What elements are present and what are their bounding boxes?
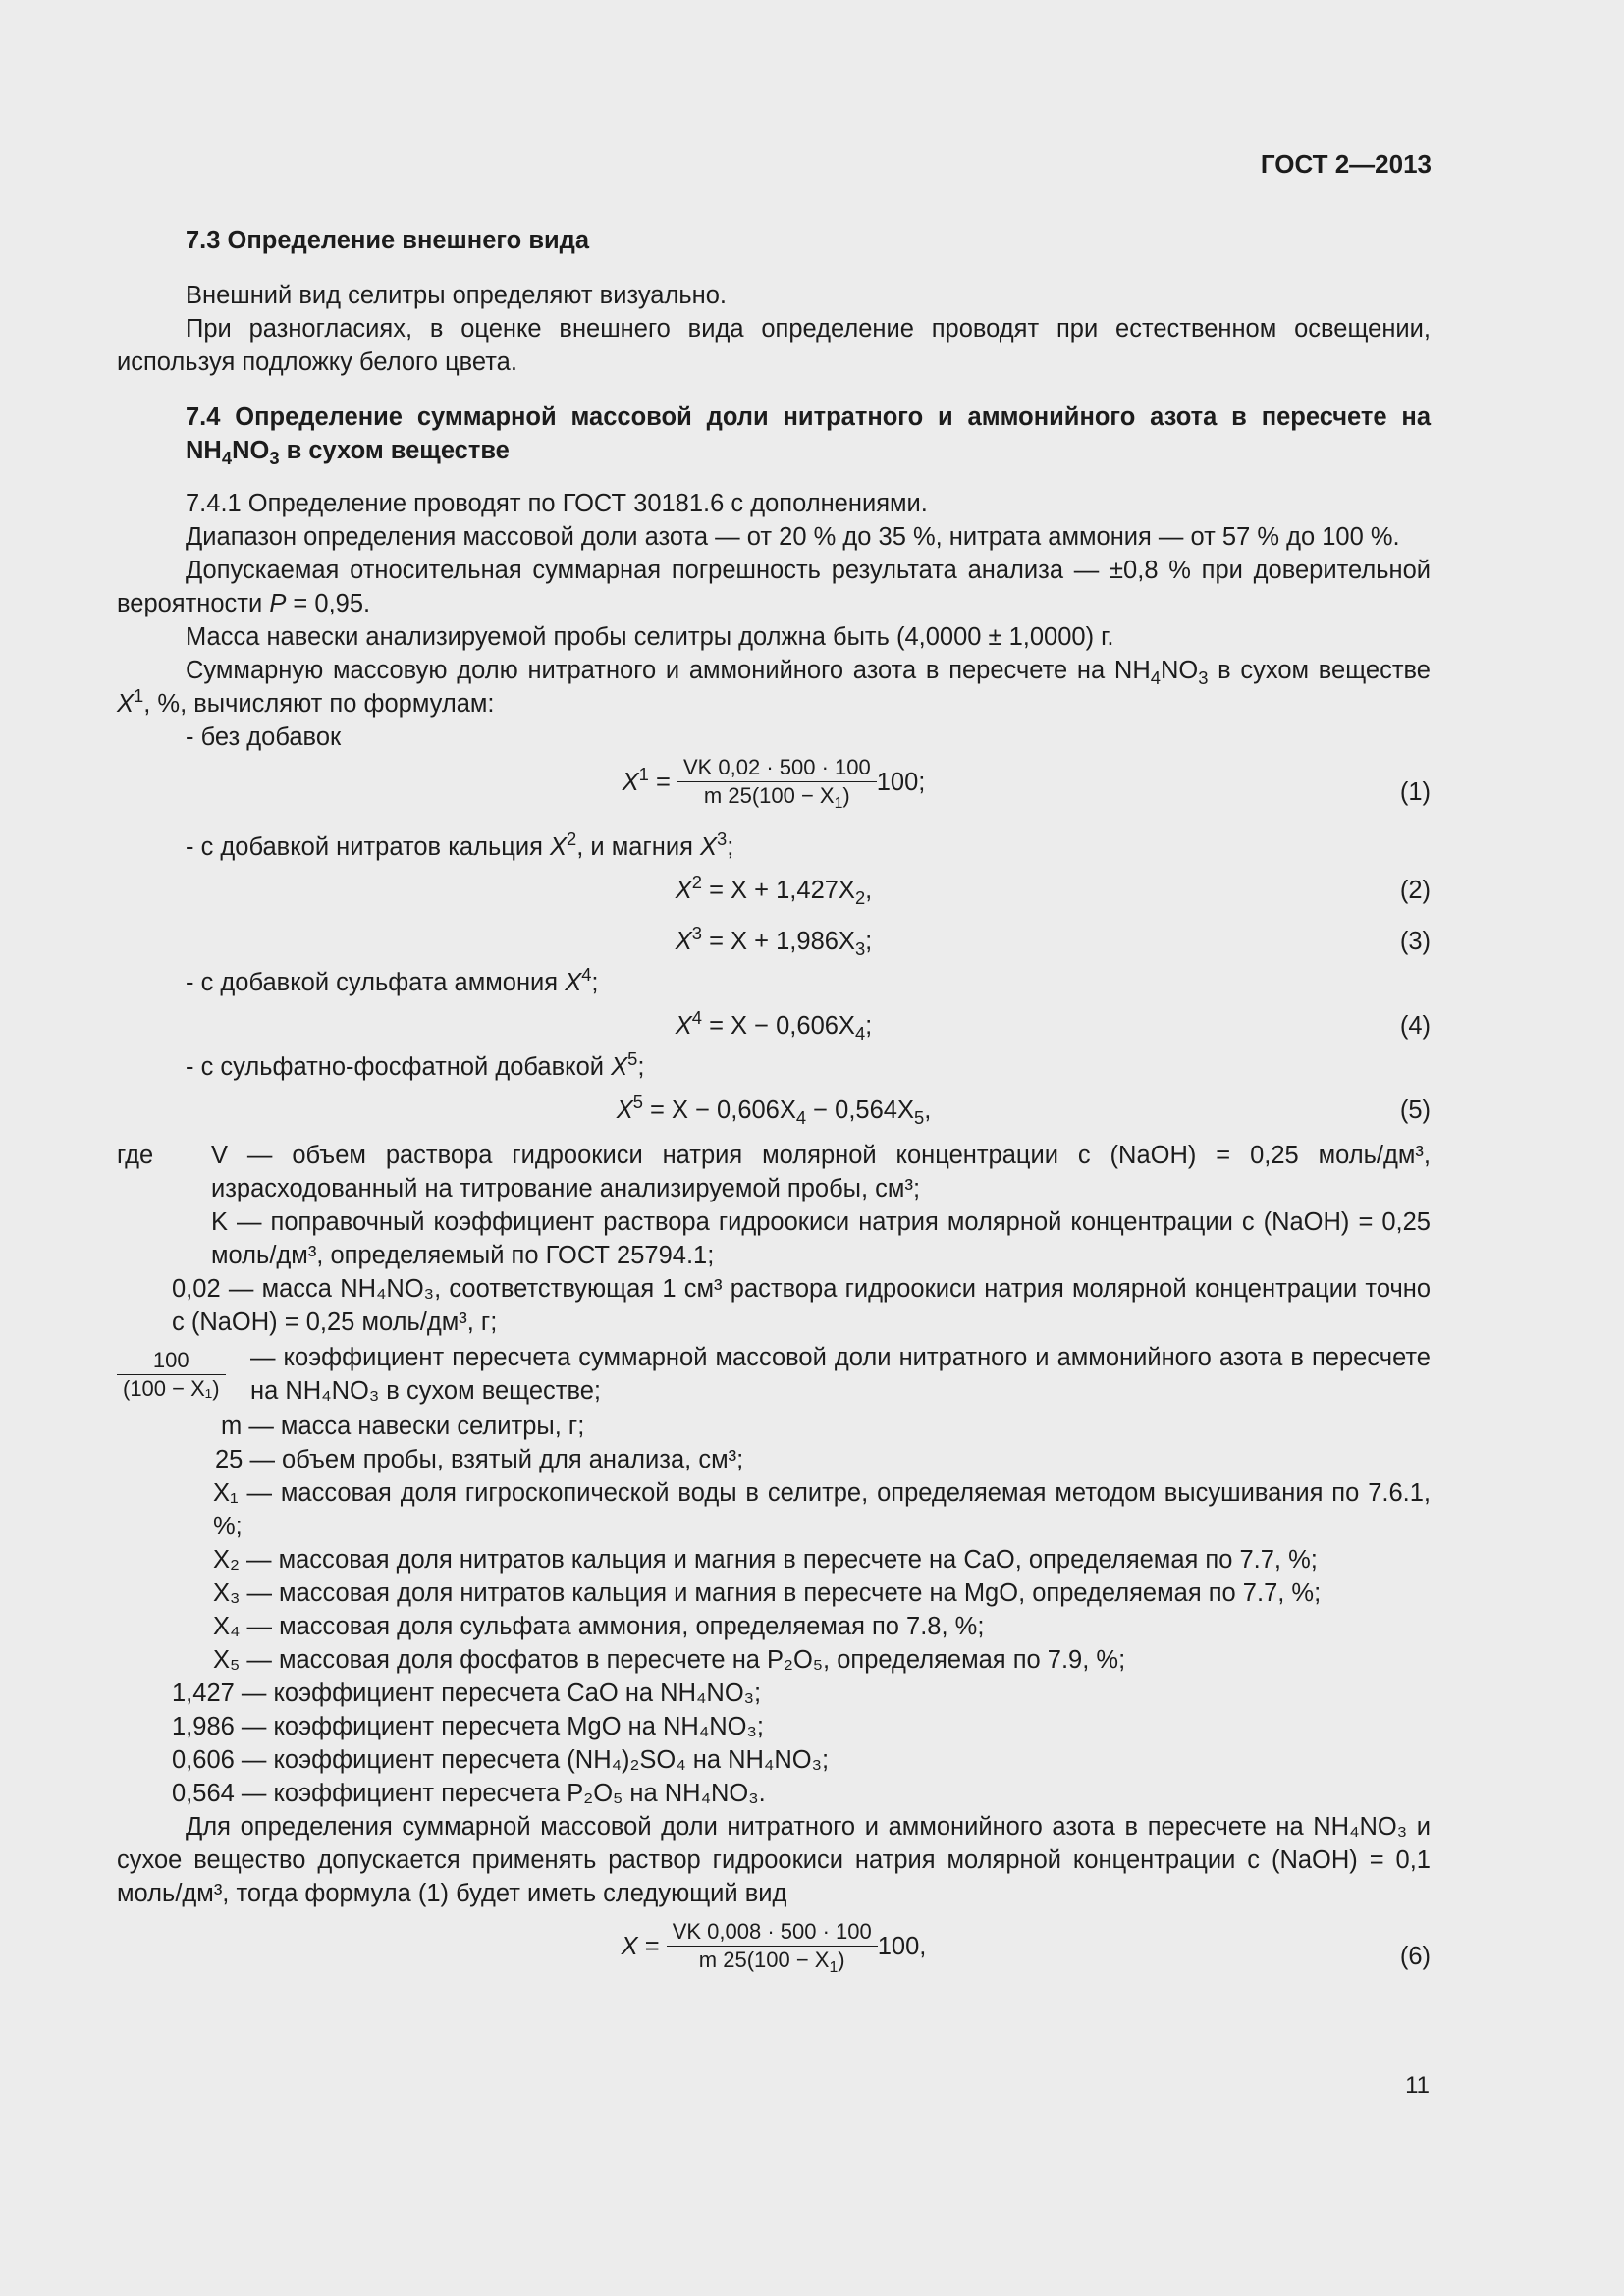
para-formula-intro-b: NO — [1160, 657, 1199, 684]
where-m — [117, 1410, 1431, 1443]
where-V-text: V — объем раствора гидроокиси натрия молярной концентрации c (NaOH) = 0,25 моль/дм³, израсходованный на титрование анализируемой пробы, см³; — [211, 1142, 1431, 1202]
where-m-text: m — масса навески селитры, г; — [221, 1413, 585, 1440]
para-formula-intro — [117, 654, 1431, 721]
para-alternative-concentration: Для определения суммарной массовой доли нитратного и аммонийного азота в пересчете на NH₄NO₃ и сухое вещество допускается применять раствор гидроокиси натрия молярной концентрации c (NaOH) = 0,1 моль/дм³, тогда формула (1) будет иметь следующий вид — [117, 1813, 1431, 1907]
formula-5 — [117, 1084, 1431, 1135]
formula-1-numerator: VK 0,02 · 500 · 100 — [682, 755, 871, 779]
formula-4-tail: ; — [865, 1012, 873, 1040]
where-fraction-num: 100 — [152, 1347, 189, 1372]
formula-4-body: $X^4 = X - 0,606X_4$; — [675, 1006, 873, 1043]
where-X1-text: X₁ — массовая доля гигроскопической воды в селитре, определяемая методом высушивания по 7.6.1, %; — [213, 1479, 1431, 1540]
formula-6-lhs: X = — [621, 1932, 660, 1960]
para-error-var: P — [269, 590, 287, 617]
formula-1-den-sub: 1 — [834, 795, 843, 813]
para-7-4-1: 7.4.1 Определение проводят по ГОСТ 30181.6 с дополнениями. — [186, 490, 928, 517]
formula-6-den-sub: 1 — [829, 1959, 839, 1977]
formula-3-body: $X^3 = X + 1,986X_3$; — [675, 922, 873, 959]
formula-1 — [117, 754, 1431, 830]
formula-4-number: (4) — [1399, 1012, 1431, 1040]
dash-4-text: - с сульфатно-фосфатной добавкой — [186, 1053, 612, 1081]
dash-sulfate-phosphate: - с сульфатно-фосфатной добавкой $X^5$; — [186, 1047, 645, 1081]
where-X4 — [117, 1610, 1431, 1643]
where-002-text: 0,02 — масса NH₄NO₃, соответствующая 1 см³ раствора гидроокиси натрия молярной концентрации точно c (NaOH) = 0,25 моль/дм³, г; — [172, 1275, 1431, 1336]
where-1986-text: 1,986 — коэффициент пересчета MgO на NH₄NO₃; — [172, 1713, 764, 1740]
where-1986 — [117, 1710, 1431, 1743]
where-fraction-symbol — [117, 1347, 226, 1403]
formula-6 — [117, 1918, 1431, 1995]
where-25 — [117, 1443, 1431, 1476]
where-0564 — [117, 1777, 1431, 1810]
page-number: 11 — [1405, 2072, 1430, 2099]
formula-6-number: (6) — [1399, 1943, 1431, 1970]
where-X5 — [117, 1643, 1431, 1677]
where-X3-text: X₃ — массовая доля нитратов кальция и магния в пересчете на MgO, определяемая по 7.7, %; — [213, 1579, 1322, 1607]
formula-5-tail: , — [924, 1096, 932, 1124]
formula-6-tail: 100, — [877, 1932, 927, 1960]
where-V: где V — объем раствора гидроокиси натрия молярной концентрации c (NaOH) = 0,25 моль/дм³, израсходованный на титрование анализируемой пробы, см³; — [117, 1139, 1431, 1205]
section-7-4-title — [117, 400, 1431, 467]
para-range: Диапазон определения массовой доли азота — от 20 % до 35 %, нитрата аммония — от 57 % до 100 %. — [186, 523, 1400, 551]
formula-1-sup: 1 — [638, 763, 649, 784]
para-error-a: Допускаемая относительная суммарная погрешность результата анализа — ±0,8 % при доверительной вероятности — [117, 557, 1431, 617]
formula-6-fraction — [667, 1918, 878, 1977]
sub-4-a: 4 — [1150, 667, 1161, 688]
dash-2-a: - с добавкой нитратов кальция — [186, 833, 550, 861]
dash-no-additives: - без добавок — [186, 723, 342, 751]
formula-6-body — [117, 1918, 1431, 1977]
where-K-text: K — поправочный коэффициент раствора гидроокиси натрия молярной концентрации c (NaOH) = 0,25 моль/дм³, определяемый по ГОСТ 25794.1; — [211, 1208, 1431, 1269]
section-7-3-title: 7.3 Определение внешнего вида — [186, 227, 590, 254]
formula-2-tail: , — [865, 877, 873, 904]
where-K — [117, 1205, 1431, 1272]
where-X4-text: X₄ — массовая доля сульфата аммония, определяемая по 7.8, %; — [213, 1613, 985, 1640]
formula-5-body: $X^5 = X - 0,606X_4 - 0,564X_5$, — [616, 1091, 932, 1128]
formula-1-number: (1) — [1399, 778, 1431, 806]
formula-3-sub: 3 — [854, 937, 866, 959]
para-mass: Масса навески анализируемой пробы селитры должна быть (4,0000 ± 1,0000) г. — [186, 623, 1114, 651]
where-fraction-text: — коэффициент пересчета суммарной массовой доли нитратного и аммонийного азота в пересчете на NH₄NO₃ в сухом веществе; — [250, 1344, 1431, 1405]
formula-1-den-text: m 25(100 − X — [703, 783, 835, 808]
formula-3-tail: ; — [865, 928, 873, 955]
formula-1-x: X — [622, 768, 639, 796]
formula-4-sub: 4 — [854, 1022, 866, 1043]
where-0564-text: 0,564 — коэффициент пересчета P₂O₅ на NH₄NO₃. — [172, 1780, 766, 1807]
where-X1 — [117, 1476, 1431, 1543]
where-1427-text: 1,427 — коэффициент пересчета CaO на NH₄NO₃; — [172, 1680, 762, 1707]
dash-3-text: - с добавкой сульфата аммония — [186, 969, 566, 996]
formula-5-sub-a: 4 — [795, 1106, 807, 1128]
formula-4-text: = X − 0,606X — [701, 1012, 855, 1040]
where-X2-text: X₂ — массовая доля нитратов кальция и магния в пересчете на CaO, определяемая по 7.7, %; — [213, 1546, 1318, 1574]
where-1427 — [117, 1677, 1431, 1710]
where-002 — [117, 1272, 1431, 1339]
formula-1-denominator: m $25(100 - X_1)$ — [677, 781, 877, 810]
section-7-4-title-a: 7.4 Определение суммарной массовой доли нитратного и аммонийного азота в пересчете на NH — [186, 403, 1431, 464]
formula-4 — [117, 999, 1431, 1050]
where-25-text: 25 — объем пробы, взятый для анализа, см³; — [215, 1446, 744, 1473]
page-body — [117, 224, 1431, 1995]
section-7-3-para-2: При разногласиях, в оценке внешнего вида определение проводят при естественном освещении, используя подложку белого цвета. — [117, 315, 1431, 376]
var-x-1: X — [117, 690, 135, 718]
formula-3-number: (3) — [1399, 928, 1431, 955]
para-formula-intro-d: , %, вычисляют по формулам: — [143, 690, 495, 718]
formula-1-tail: 100; — [876, 768, 926, 796]
formula-3 — [117, 915, 1431, 966]
section-7-4-title-sub4: 4 — [221, 447, 233, 468]
formula-5-text-b: − 0,564X — [806, 1096, 914, 1124]
section-7-4-title-sub3: 3 — [269, 447, 280, 468]
standard-header: ГОСТ 2—2013 — [1260, 149, 1432, 179]
formula-5-number: (5) — [1399, 1096, 1431, 1124]
formula-1-fraction — [677, 754, 877, 813]
formula-5-text-a: = X − 0,606X — [642, 1096, 796, 1124]
sup-1: 1 — [134, 684, 144, 706]
dash-calcium-magnesium: - с добавкой нитратов кальция $X^2$, и магния $X^3$; — [186, 828, 734, 861]
section-7-3-para-1: Внешний вид селитры определяют визуально. — [186, 282, 728, 309]
formula-5-sub-b: 5 — [913, 1106, 925, 1128]
where-X2 — [117, 1543, 1431, 1576]
para-formula-intro-a: Суммарную массовую долю нитратного и аммонийного азота в пересчете на NH — [186, 657, 1151, 684]
section-7-4-title-c: в сухом веществе — [279, 437, 510, 464]
where-X5-text: X₅ — массовая доля фосфатов в пересчете на P₂O₅, определяемая по 7.9, %; — [213, 1646, 1126, 1674]
formula-6-numerator: VK 0,008 · 500 · 100 — [672, 1919, 872, 1944]
dash-ammonium-sulfate: - с добавкой сульфата аммония $X^4$; — [186, 963, 599, 996]
formula-2 — [117, 864, 1431, 915]
sub-3-a: 3 — [1198, 667, 1209, 688]
where-fraction — [117, 1341, 1431, 1408]
formula-2-sub: 2 — [854, 886, 866, 908]
formula-1-lhs: $X^1$ = — [622, 763, 671, 796]
where-fraction-den: (100 − X₁) — [117, 1374, 226, 1403]
where-X3 — [117, 1576, 1431, 1610]
formula-6-denominator: m $25(100 - X_1)$ — [667, 1946, 878, 1974]
formula-3-text: = X + 1,986X — [701, 928, 855, 955]
dash-2-b: , и магния — [576, 833, 700, 861]
para-error-b: = 0,95. — [286, 590, 371, 617]
formula-2-number: (2) — [1399, 877, 1431, 904]
where-0606-text: 0,606 — коэффициент пересчета (NH₄)₂SO₄ на NH₄NO₃; — [172, 1746, 830, 1774]
para-error — [117, 554, 1431, 620]
formula-6-x: X — [621, 1932, 638, 1960]
para-formula-intro-c: в сухом веществе — [1208, 657, 1431, 684]
formula-6-den-text: m 25(100 − X — [698, 1948, 830, 1972]
formula-2-body: $X^2 = X + 1,427X_2$, — [675, 871, 873, 908]
section-7-4-title-b: NO — [232, 437, 270, 464]
where-0606 — [117, 1743, 1431, 1777]
where-block — [117, 1139, 1431, 1810]
formula-2-text: = X + 1,427X — [701, 877, 855, 904]
formula-1-body — [117, 754, 1431, 813]
